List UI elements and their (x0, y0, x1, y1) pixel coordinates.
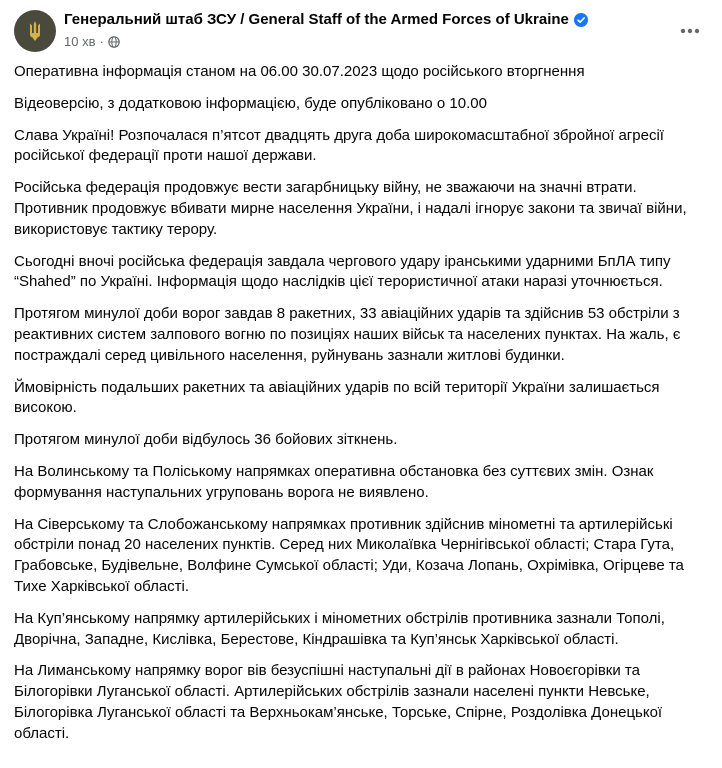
post-paragraph: Ймовірність подальших ракетних та авіаційних ударів по всій території України залишається високою. (14, 378, 660, 417)
post-paragraph: На Куп’янському напрямку артилерійських і мінометних обстрілів противника зазнали Тополі, Дворічна, Западне, Кислівка, Берестове, Кіндрашівка та Куп’янськ Харківської області. (14, 609, 665, 648)
post-paragraph: Російська федерація продовжує вести загарбницьку війну, не зважаючи на значні втрати. Противник продовжує вбивати мирне населення України, і надалі ігнорує закони та звичаї війни, використовує тактику терору. (14, 179, 687, 238)
more-options-button[interactable] (672, 13, 708, 49)
post-timestamp[interactable]: 10 хв (64, 34, 96, 49)
post-meta (64, 34, 120, 49)
post-paragraph: Оперативна інформація станом на 06.00 30.07.2023 щодо російського вторгнення (14, 63, 585, 80)
author-row (64, 11, 588, 28)
globe-icon[interactable] (108, 36, 120, 48)
post-body (14, 62, 700, 756)
post-paragraph: Протягом минулої доби ворог завдав 8 ракетних, 33 авіаційних ударів та здійснив 53 обстріли з реактивних систем залпового вогню по позиціях наших військ та населених пунктах. На жаль, є постраждалі серед цивільного населення, руйнувань зазнали житлові будинки. (14, 305, 681, 364)
trident-icon (23, 19, 47, 43)
post-paragraph: Слава Україні! Розпочалася п’ятсот двадцять друга доба широкомасштабної збройної агресії російської федерації проти нашої держави. (14, 126, 664, 165)
verified-badge-icon (574, 13, 588, 27)
meta-separator: · (99, 34, 104, 49)
post-paragraph: На Волинському та Поліському напрямках оперативна обстановка без суттєвих змін. Ознак формування наступальних угруповань ворога не виявлено. (14, 462, 654, 501)
post-paragraph: Відеоверсію, з додатковою інформацією, буде опубліковано о 10.00 (14, 94, 487, 112)
author-name[interactable]: Генеральний штаб ЗСУ / General Staff of the Armed Forces of Ukraine (64, 11, 569, 28)
post-paragraph: На Сіверському та Слобожанському напрямках противник здійснив мінометні та артилерійські обстріли понад 20 населених пунктів. Серед них Миколаївка Чернігівської області; Стара Гута, Грабовське, Будівельне, Волфине Сумської області; Уди, Козача Лопань, Охрімівка, Огірцеве та Тихе Харківської області. (14, 515, 684, 595)
more-options-icon (680, 28, 700, 34)
post-paragraph: Протягом минулої доби відбулось 36 бойових зіткнень. (14, 431, 398, 449)
author-avatar[interactable] (14, 10, 56, 52)
post-paragraph: На Лиманському напрямку ворог вів безуспішні наступальні дії в районах Новоєгорівки та Білогорівки Луганської області. Артилерійських обстрілів зазнали населені пункти Невське, Білогорівка Луганської області та Верхньокам’янське, Торське, Спірне, Роздолівка Донецької області. (14, 662, 663, 742)
post-header (14, 9, 708, 57)
post-paragraph: Сьогодні вночі російська федерація завдала чергового удару іранськими ударними БпЛА типу “Shahed” по Україні. Інформація щодо наслідків цієї терористичної атаки наразі уточнюється. (14, 252, 671, 291)
